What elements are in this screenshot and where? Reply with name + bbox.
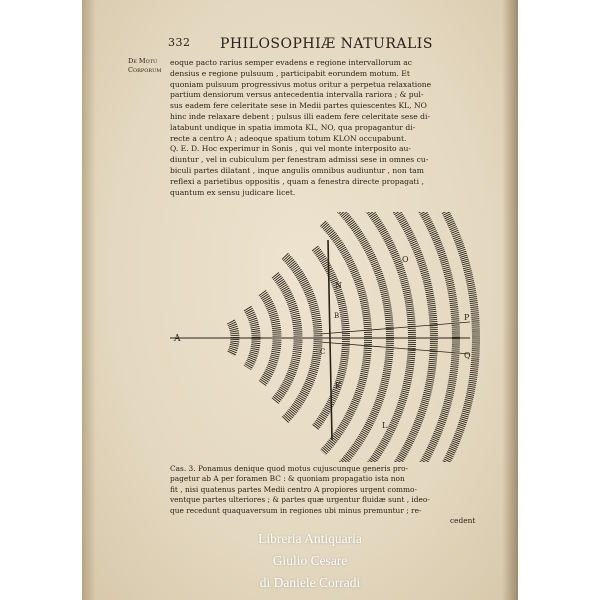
label-N: N bbox=[335, 281, 342, 290]
text-line: ventque partes ulteriores ; & partes quæ urgentur fluidæ sunt , ideo- bbox=[170, 495, 430, 505]
label-C: C bbox=[320, 348, 326, 356]
label-B: B bbox=[334, 312, 340, 320]
margin-note-line: Corporum bbox=[128, 66, 162, 74]
text-line: recte a centro A ; adeoque spatium totum KLON occupabunt. bbox=[170, 133, 407, 143]
wave-arc bbox=[327, 212, 390, 462]
margin-note-line: De Motu bbox=[128, 57, 158, 65]
text-line: hinc inde relaxare debent ; pulsus illi eadem fere celeritate sese di- bbox=[170, 111, 430, 121]
ray-line bbox=[320, 342, 470, 354]
label-P: P bbox=[464, 313, 470, 322]
page-number: 332 bbox=[168, 36, 191, 49]
running-title: PHILOSOPHIÆ NATURALIS bbox=[220, 36, 433, 52]
text-line: sus eadem fere celeritate sese in Medii partes quiescentes KL, NO bbox=[170, 101, 427, 111]
text-line: biculi partes dilatant , inque angulis omnibus audiuntur , non tam bbox=[170, 165, 424, 175]
text-line: reflexi a parietibus oppositis , quam a fenestra directe propagati , bbox=[170, 176, 424, 186]
text-line: densius e regione pulsuum , participabit eorundem motum. Et bbox=[170, 68, 410, 78]
text-line: pagetur ab A per foramen BC : & quoniam propagatio ista non bbox=[170, 474, 405, 484]
label-K: K bbox=[335, 381, 341, 390]
label-Q: Q bbox=[464, 351, 471, 360]
text-line: diuntur , vel in cubiculum per fenestram admissi sese in omnes cu- bbox=[170, 155, 429, 165]
text-line: cedent bbox=[450, 516, 476, 526]
label-L: L bbox=[382, 421, 388, 430]
margin-note bbox=[128, 57, 172, 75]
text-line: eoque pacto rarius semper evadens e regione intervallorum ac bbox=[170, 58, 413, 67]
label-O: O bbox=[402, 255, 409, 264]
page-fold-shadow bbox=[82, 0, 96, 600]
text-line: quantum ex sensu judicare licet. bbox=[170, 187, 296, 197]
watermark-line: Libreria Antiquaria bbox=[258, 531, 362, 546]
bookseller-watermark bbox=[200, 528, 420, 594]
paragraph-case3 bbox=[170, 464, 490, 526]
label-A: A bbox=[174, 334, 181, 344]
wave-fronts bbox=[231, 212, 476, 462]
text-line: partium densiorum versus antecedentia intervalla rariora ; & pul- bbox=[170, 90, 424, 100]
text-line: Cas. 3. Ponamus denique quod motus cujuscunque generis pro- bbox=[170, 464, 409, 473]
text-line: que recedunt quaquaversum in regiones ubi minus premuntur ; re- bbox=[170, 505, 422, 515]
wave-propagation-figure bbox=[170, 212, 490, 462]
text-line: quoniam pulsuum progressivus motus oritur a perpetua relaxatione bbox=[170, 79, 432, 89]
watermark-line: di Daniele Corradi bbox=[259, 575, 361, 590]
book-spine-shadow bbox=[502, 0, 518, 600]
paragraph-main bbox=[170, 58, 490, 198]
text-line: latabunt undique in spatia immota KL, NO, qua propagantur di- bbox=[170, 122, 416, 132]
watermark-line: Giulio Cesare bbox=[272, 553, 348, 568]
text-line: Q. E. D. Hoc experimur in Sonis , qui vel monte interposito au- bbox=[170, 144, 411, 154]
text-line: fit , nisi quatenus partes Medii centro A propiores urgent commo- bbox=[170, 484, 417, 494]
